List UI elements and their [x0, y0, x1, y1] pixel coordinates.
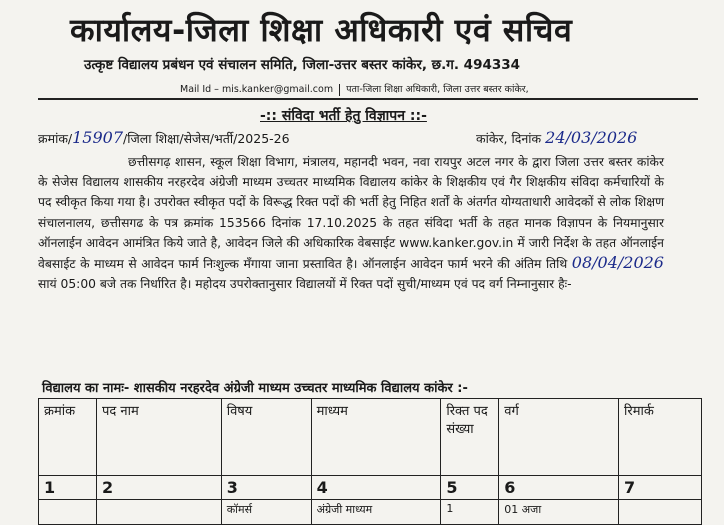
vacancy-table	[38, 398, 702, 525]
col-header: रिमार्क	[619, 399, 702, 476]
table-header-row	[39, 399, 702, 476]
column-number: 7	[619, 476, 702, 500]
table-row	[39, 476, 702, 500]
col-header: पद नाम	[96, 399, 221, 476]
col-header: माध्यम	[311, 399, 441, 476]
advertisement-body	[38, 152, 664, 294]
table-cell	[619, 500, 702, 525]
date-label: कांकेर, दिनांक	[476, 131, 542, 146]
ref-suffix: /जिला शिक्षा/सेजेस/भर्ती/2025-26	[123, 131, 290, 146]
table-cell	[39, 500, 97, 525]
office-title: कार्यालय-जिला शिक्षा अधिकारी एवं सचिव	[70, 11, 573, 49]
table-row	[39, 500, 702, 525]
column-number: 1	[39, 476, 97, 500]
body-part2: सायं 05:00 बजे तक निर्धारित है। महोदय उपरोक्तानुसार विद्यालयों में रिक्त पदों सुची/माध्यम एवं पद वर्ग निम्नानुसार हैः-	[38, 277, 572, 292]
column-number: 4	[311, 476, 441, 500]
contact-line	[180, 82, 529, 96]
separator	[339, 84, 340, 96]
office-address: पता-जिला शिक्षा अधिकारी, जिला उत्तर बस्तर कांकेर,	[346, 84, 529, 95]
column-number: 6	[499, 476, 619, 500]
reference-date	[476, 128, 637, 147]
office-subtitle: उत्कृष्ट विद्यालय प्रबंधन एवं संचालन समिति, जिला-उत्तर बस्तर कांकेर, छ.ग. 494334	[84, 57, 521, 73]
header-rule	[38, 98, 698, 100]
table-cell: 1	[441, 500, 499, 525]
body-part1: छत्तीसगढ़ शासन, स्कूल शिक्षा विभाग, मंत्रालय, महानदी भवन, नवा रायपुर अटल नगर के द्वारा जिला उत्तर बस्तर कांकेर के सेजेस विद्यालय शासकीय नरहरदेव अंग्रेजी माध्यम उच्चतर माध्यमिक विद्यालय कांकेर के शिक्षकीय एवं गैर शिक्षकीय संविदा कर्मचारियों के पद स्वीकृत किया गया है। उपरोक्त स्वीकृत पदों के विरूद्ध रिक्त पदों की भर्ती हेतु निहित शर्तों के अंतर्गत योग्यताधारी आवेदकों से लोक शिक्षण संचालनालय, छत्तीसगढ के पत्र क्रमांक 153566 दिनांक 17.10.2025 के तहत संविदा भर्ती के तहत मानक विज्ञापन के नियमानुसार ऑनलाईन आवेदन आमंत्रित किये जाते है, आवेदन जिले की अधिकारिक वेबसाईट www.kanker.gov.in में जारी निर्देश के तहत ऑनलाईन वेबसाईट के माध्यम से आवेदन फार्म निःशुल्क मँगाया जाना प्रस्तावित है। ऑनलाईन आवेदन फार्म भरने की अंतिम तिथि	[38, 155, 664, 272]
mail-id: Mail Id – mis.kanker@gmail.com	[180, 84, 334, 95]
column-number: 3	[221, 476, 311, 500]
deadline-handwritten: 08/04/2026	[571, 253, 664, 273]
table-cell	[96, 500, 221, 525]
school-name-line: विद्यालय का नामः- शासकीय नरहरदेव अंग्रेजी माध्यम उच्चतर माध्यमिक विद्यालय कांकेर :-	[42, 381, 468, 396]
table-cell: 01 अजा	[499, 500, 619, 525]
col-header: रिक्त पद संख्या	[441, 399, 499, 476]
body-paragraph	[38, 152, 664, 294]
col-header: वर्ग	[499, 399, 619, 476]
table-cell: कॉमर्स	[221, 500, 311, 525]
ref-prefix: क्रमांक/	[38, 131, 73, 146]
table-cell: अंग्रेजी माध्यम	[311, 500, 441, 525]
col-header: क्रमांक	[39, 399, 97, 476]
date-handwritten: 24/03/2026	[545, 128, 638, 147]
ref-handwritten-number: 15907	[72, 128, 124, 147]
column-number: 5	[441, 476, 499, 500]
reference-number	[38, 128, 290, 147]
advertisement-heading: -:: संविदा भर्ती हेतु विज्ञापन ::-	[260, 108, 427, 124]
col-header: विषय	[221, 399, 311, 476]
column-number: 2	[96, 476, 221, 500]
